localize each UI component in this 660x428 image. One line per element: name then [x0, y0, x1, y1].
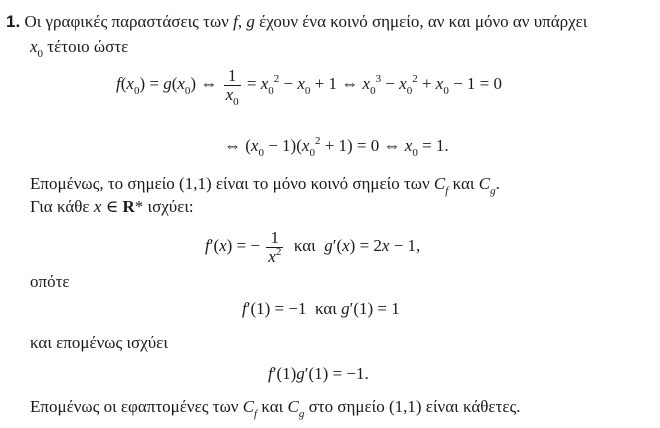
derivatives-line: f′(x) = − $\frac{1}{x^2}$ και g′(x) = 2x − 1,: [205, 227, 421, 266]
equation-1: $f(x_0) = g(x_0)$ ⇔ $\frac{1}{x_0}$ = $x_0^2 - x_0 + 1$ ⇔ $x_0^3 - x_0^2 + x_0 - 1 = 0$: [116, 65, 503, 108]
problem-number: 1.: [6, 12, 21, 31]
derivatives-at-one: f′(1) = −1 και g′(1) = 1: [242, 299, 400, 318]
fraction-1-over-x0: $\frac{1}{x_0}$: [225, 65, 239, 108]
product-equation: f′(1)g′(1) = −1.: [268, 364, 369, 383]
and-therefore-line: και επομένως ισχύει: [30, 333, 168, 352]
problem-intro: Οι γραφικές παραστάσεις των f, g έχουν ένα κοινό σημείο, αν και μόνο αν υπάρχει: [24, 12, 588, 31]
conclusion-line: Επομένως οι εφαπτομένες των $C_f$ και $C_g$ στο σημείο (1,1) είναι κάθετες.: [30, 397, 521, 420]
equation-2: ⇔ $(x_0 - 1)(x_0^2 + 1) = 0$ ⇔ $x_0 = 1$.: [224, 135, 449, 159]
hence-word: οπότε: [30, 272, 70, 291]
for-every-line: Για κάθε x ∈ R* ισχύει:: [30, 197, 194, 216]
x0-exists-line: $x_0$ τέτοιο ώστε: [30, 37, 129, 60]
problem-intro-line: [6, 12, 587, 32]
therefore-point-line: Επομένως, το σημείο (1,1) είναι το μόνο κοινό σημείο των $C_f$ και $C_g$.: [30, 174, 500, 197]
fraction-1-over-x2: $\frac{1}{x^2}$: [268, 227, 282, 266]
